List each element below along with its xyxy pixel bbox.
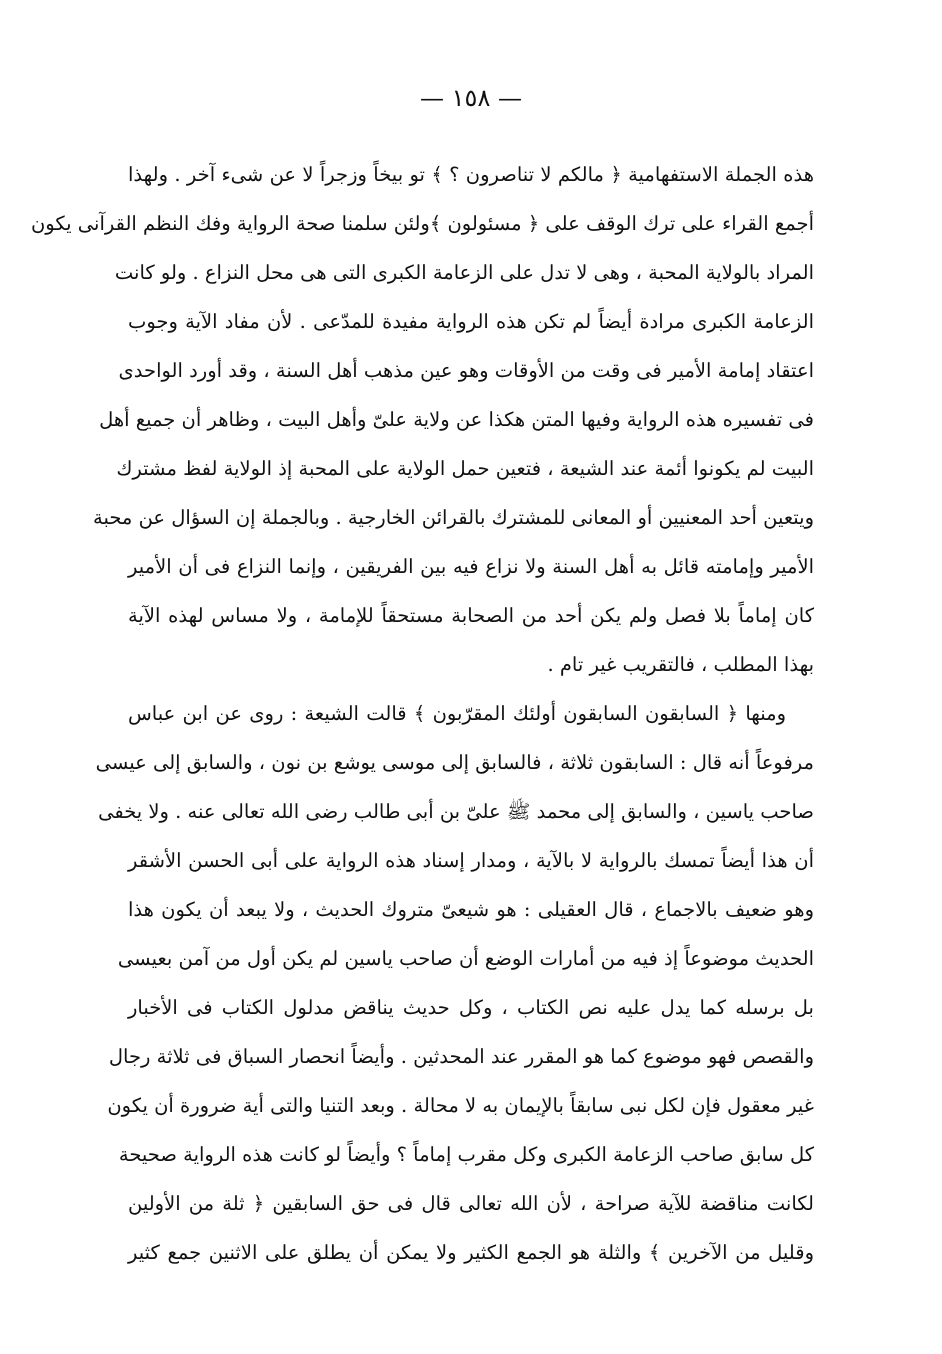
text-line: غير معقول فإن لكل نبى سابقاً بالإيمان به لا محالة . وبعد التنيا والتى أية ضرورة أن يكون [107,1094,814,1117]
text-line: بهذا المطلب ، فالتقريب غير تام . [547,653,814,676]
text-line: مرفوعاً أنه قال : السابقون ثلاثة ، فالسابق إلى موسى يوشع بن نون ، والسابق إلى عيسى [95,751,814,774]
text-line: والقصص فهو موضوع كما هو المقرر عند المحدثين . وأيضاً انحصار السباق فى ثلاثة رجال [108,1045,814,1068]
text-line: البيت لم يكونوا أئمة عند الشيعة ، فتعين حمل الولاية على المحبة إذ الولاية لفظ مشترك [116,457,814,480]
text-line: الأمير وإمامته قائل به أهل السنة ولا نزاع فيه بين الفريقين ، وإنما النزاع فى أن الأمير [128,555,814,578]
text-line: الحديث موضوعاً إذ فيه من أمارات الوضع أن صاحب ياسين لم يكن أول من آمن بعيسى [117,947,814,970]
text-line: فى تفسيره هذه الرواية وفيها المتن هكذا عن ولاية علىّ وأهل البيت ، وظاهر أن جميع أهل [99,408,814,431]
text-line: بل برسله كما يدل عليه نص الكتاب ، وكل حديث يناقض مدلول الكتاب فى الأخبار [128,996,814,1019]
text-line: لكانت مناقضة للآية صراحة ، لأن الله تعالى قال فى حق السابقين ﴿ ثلة من الأولين [128,1192,814,1215]
text-line: كان إماماً بلا فصل ولم يكن أحد من الصحابة مستحقاً للإمامة ، ولا مساس لهذه الآية [128,604,814,627]
text-line: اعتقاد إمامة الأمير فى وقت من الأوقات وهو عين مذهب أهل السنة ، وقد أورد الواحدى [118,359,814,382]
text-line: الزعامة الكبرى مرادة أيضاً لم تكن هذه الرواية مفيدة للمدّعى . لأن مفاد الآية وجوب [128,310,814,333]
text-line: ومنها ﴿ السابقون السابقون أولئك المقرّبون ﴾ قالت الشيعة : روى عن ابن عباس [128,702,786,725]
text-line: صاحب ياسين ، والسابق إلى محمد ﷺ علىّ بن أبى طالب رضى الله تعالى عنه . ولا يخفى [98,800,814,823]
text-line: أن هذا أيضاً تمسك بالرواية لا بالآية ، ومدار إسناد هذه الرواية على أبى الحسن الأشقر [128,849,814,872]
text-line: وقليل من الآخرين ﴾ والثلة هو الجمع الكثير ولا يمكن أن يطلق على الاثنين جمع كثير [128,1241,814,1264]
body-text [30,150,814,1277]
page-number: — ١٥٨ — [420,84,522,112]
text-line: هذه الجملة الاستفهامية ﴿ مالكم لا تناصرون ؟ ﴾ تو بيخاً وزجراً لا عن شىء آخر . ولهذا [128,163,814,186]
text-line: أجمع القراء على ترك الوقف على ﴿ مسئولون ﴾ولئن سلمنا صحة الرواية وفك النظم القرآنى يكون [30,212,814,235]
text-line: وهو ضعيف بالاجماع ، قال العقيلى : هو شيعىّ متروك الحديث ، ولا يبعد أن يكون هذا [128,898,814,921]
text-line: كل سابق صاحب الزعامة الكبرى وكل مقرب إماماً ؟ وأيضاً لو كانت هذه الرواية صحيحة [118,1143,814,1166]
text-line: ويتعين أحد المعنيين أو المعانى للمشترك بالقرائن الخارجية . وبالجملة إن السؤال عن محبة [93,506,814,529]
text-line: المراد بالولاية المحبة ، وهى لا تدل على الزعامة الكبرى التى هى محل النزاع . ولو كانت [114,261,814,284]
